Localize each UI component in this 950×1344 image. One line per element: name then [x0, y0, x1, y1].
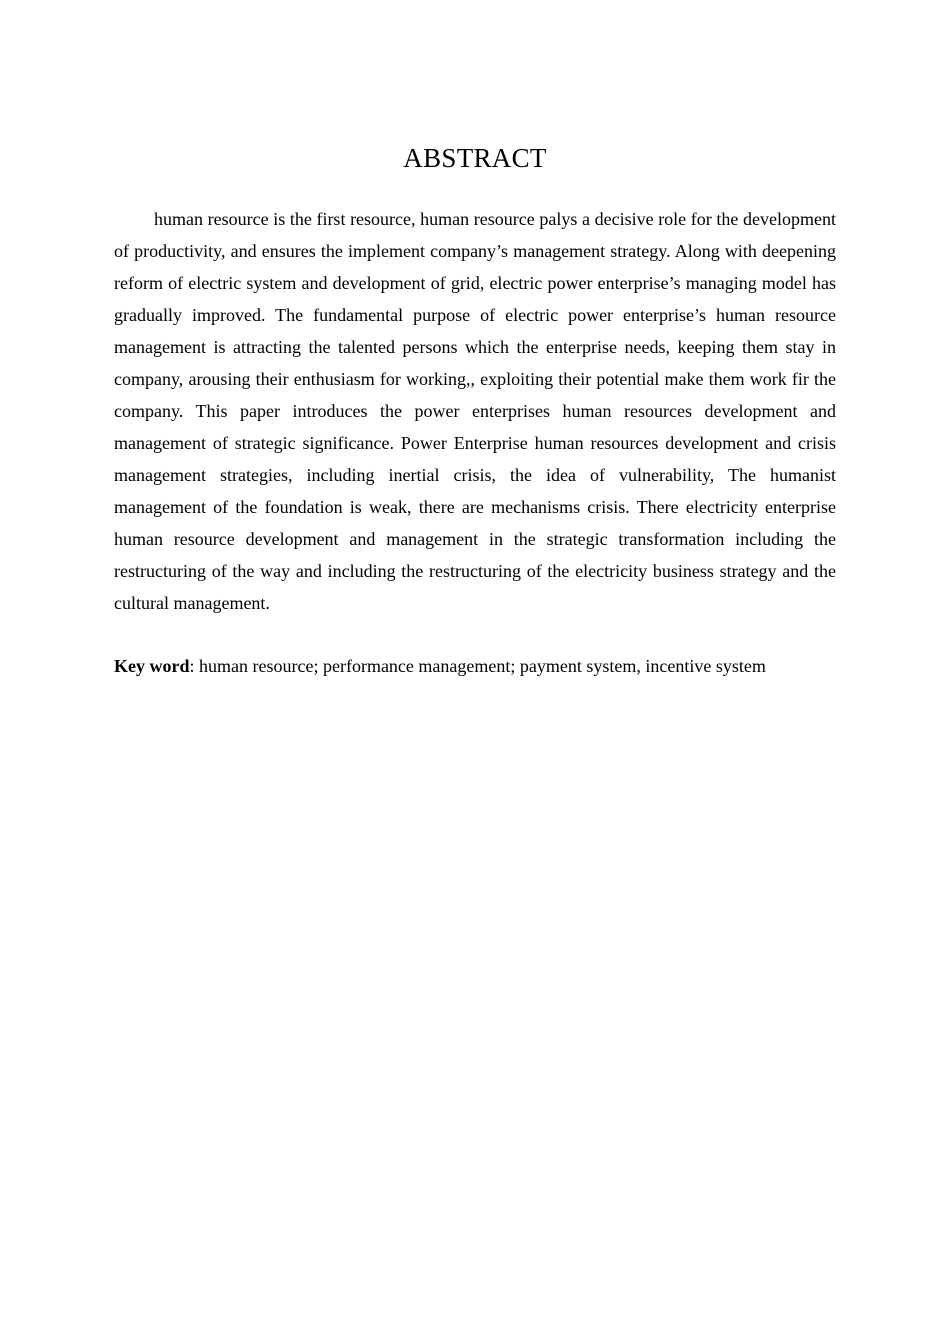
abstract-title: ABSTRACT	[403, 143, 547, 173]
abstract-paragraph: human resource is the first resource, human resource palys a decisive role for the development of productivity, and ensures the implement company’s management strategy. Along with deepening reform of electric system and development of grid, electric power enterprise’s managing model has gradually improved. The fundamental purpose of electric power enterprise’s human resource management is attracting the talented persons which the enterprise needs, keeping them stay in company, arousing their enthusiasm for working,, exploiting their potential make them work fir the company. This paper introduces the power enterprises human resources development and management of strategic significance. Power Enterprise human resources development and crisis management strategies, including inertial crisis, the idea of vulnerability, The humanist management of the foundation is weak, there are mechanisms crisis. There electricity enterprise human resource development and management in the strategic transformation including the restructuring of the way and including the restructuring of the electricity business strategy and the cultural management.	[114, 209, 836, 613]
keywords-separator: :	[189, 656, 200, 676]
keywords-label: Key word	[114, 656, 190, 676]
keywords-text: human resource; performance management; payment system, incentive system	[199, 656, 766, 676]
keywords-line	[114, 651, 836, 681]
